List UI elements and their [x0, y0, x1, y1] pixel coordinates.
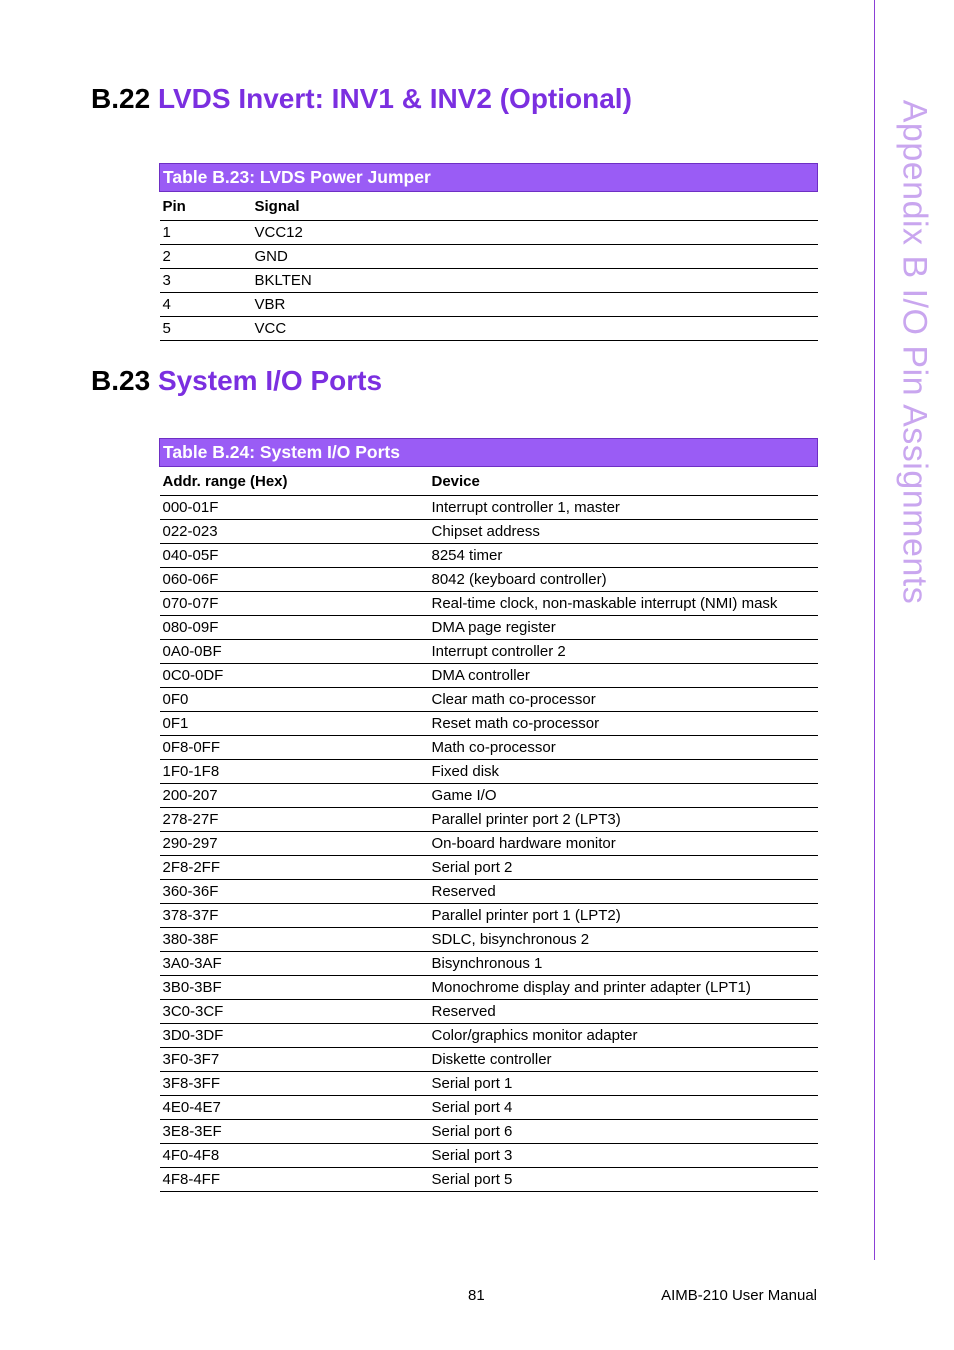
- table-row: [160, 496, 818, 520]
- table-row: [160, 688, 818, 712]
- table-cell: Parallel printer port 1 (LPT2): [429, 904, 818, 928]
- table-cell: 278-27F: [160, 808, 429, 832]
- table-cell: DMA controller: [429, 664, 818, 688]
- table-row: [160, 1024, 818, 1048]
- table-row: [160, 976, 818, 1000]
- table-cell: 360-36F: [160, 880, 429, 904]
- column-header-pin: Pin: [160, 192, 252, 221]
- table-cell: 0A0-0BF: [160, 640, 429, 664]
- table-row: [160, 736, 818, 760]
- table-cell: 8254 timer: [429, 544, 818, 568]
- table-cell: 3B0-3BF: [160, 976, 429, 1000]
- table-cell: VCC12: [252, 221, 818, 245]
- table-row: [160, 1096, 818, 1120]
- table-cell: 040-05F: [160, 544, 429, 568]
- table-row: [160, 568, 818, 592]
- section-number: B.22: [91, 83, 151, 114]
- table-cell: 000-01F: [160, 496, 429, 520]
- table-cell: VCC: [252, 317, 818, 341]
- table-cell: 200-207: [160, 784, 429, 808]
- table-row: [160, 760, 818, 784]
- table-row: [160, 832, 818, 856]
- table-row: [160, 928, 818, 952]
- table-row: [160, 520, 818, 544]
- table-cell: 2F8-2FF: [160, 856, 429, 880]
- table-cell: Interrupt controller 2: [429, 640, 818, 664]
- section-title: LVDS Invert: INV1 & INV2 (Optional): [157, 83, 632, 114]
- side-rule: [874, 0, 875, 1260]
- table-cell: VBR: [252, 293, 818, 317]
- table-cell: Monochrome display and printer adapter (LPT1): [429, 976, 818, 1000]
- column-header-signal: Signal: [252, 192, 818, 221]
- table-cell: 5: [160, 317, 252, 341]
- table-cell: 3F8-3FF: [160, 1072, 429, 1096]
- table-row: [160, 784, 818, 808]
- table-cell: 4: [160, 293, 252, 317]
- table-row: [160, 221, 818, 245]
- table-cell: Reset math co-processor: [429, 712, 818, 736]
- table-cell: Real-time clock, non-maskable interrupt (NMI) mask: [429, 592, 818, 616]
- table-cell: Color/graphics monitor adapter: [429, 1024, 818, 1048]
- section-number: B.23: [91, 365, 151, 396]
- table-row: [160, 293, 818, 317]
- table-cell: 080-09F: [160, 616, 429, 640]
- table-row: [160, 269, 818, 293]
- table-cell: 0C0-0DF: [160, 664, 429, 688]
- page-number: 81: [468, 1287, 485, 1304]
- table-row: [160, 592, 818, 616]
- table-cell: 3D0-3DF: [160, 1024, 429, 1048]
- table-cell: Serial port 4: [429, 1096, 818, 1120]
- table-cell: Parallel printer port 2 (LPT3): [429, 808, 818, 832]
- table-cell: 378-37F: [160, 904, 429, 928]
- table-cell: Serial port 5: [429, 1168, 818, 1192]
- table-cell: Serial port 2: [429, 856, 818, 880]
- table-cell: 070-07F: [160, 592, 429, 616]
- table-cell: 022-023: [160, 520, 429, 544]
- table-cell: Clear math co-processor: [429, 688, 818, 712]
- table-cell: Serial port 3: [429, 1144, 818, 1168]
- table-cell: 2: [160, 245, 252, 269]
- table-cell: Chipset address: [429, 520, 818, 544]
- table-cell: Reserved: [429, 1000, 818, 1024]
- table-cell: 3: [160, 269, 252, 293]
- table-row: [160, 616, 818, 640]
- table-cell: Diskette controller: [429, 1048, 818, 1072]
- section-heading-b22: [91, 83, 632, 115]
- table-cell: Game I/O: [429, 784, 818, 808]
- table-row: [160, 245, 818, 269]
- table-row: [160, 1072, 818, 1096]
- table-cell: Reserved: [429, 880, 818, 904]
- table-cell: 0F0: [160, 688, 429, 712]
- table-cell: On-board hardware monitor: [429, 832, 818, 856]
- table-cell: Math co-processor: [429, 736, 818, 760]
- table-caption: Table B.24: System I/O Ports: [160, 439, 818, 467]
- table-row: [160, 856, 818, 880]
- table-cell: Interrupt controller 1, master: [429, 496, 818, 520]
- table-cell: 0F8-0FF: [160, 736, 429, 760]
- table-row: [160, 1048, 818, 1072]
- table-cell: 290-297: [160, 832, 429, 856]
- appendix-side-title: Appendix B I/O Pin Assignments: [895, 99, 934, 605]
- table-row: [160, 1144, 818, 1168]
- table-cell: 3C0-3CF: [160, 1000, 429, 1024]
- table-cell: 8042 (keyboard controller): [429, 568, 818, 592]
- table-row: [160, 640, 818, 664]
- table-cell: 060-06F: [160, 568, 429, 592]
- table-row: [160, 904, 818, 928]
- table-cell: 4E0-4E7: [160, 1096, 429, 1120]
- table-row: [160, 544, 818, 568]
- table-row: [160, 712, 818, 736]
- section-title: System I/O Ports: [157, 365, 383, 396]
- table-cell: 3F0-3F7: [160, 1048, 429, 1072]
- table-cell: BKLTEN: [252, 269, 818, 293]
- table-cell: 0F1: [160, 712, 429, 736]
- table-cell: Fixed disk: [429, 760, 818, 784]
- table-cell: SDLC, bisynchronous 2: [429, 928, 818, 952]
- table-cell: 4F0-4F8: [160, 1144, 429, 1168]
- table-body: [160, 496, 818, 1192]
- table-cell: 1F0-1F8: [160, 760, 429, 784]
- table-body: [160, 221, 818, 341]
- table-row: [160, 664, 818, 688]
- column-header-addr-range: Addr. range (Hex): [160, 467, 429, 496]
- system-io-ports-table: [159, 438, 818, 1192]
- lvds-power-jumper-table: [159, 163, 818, 341]
- column-header-device: Device: [429, 467, 818, 496]
- table-cell: Serial port 1: [429, 1072, 818, 1096]
- table-cell: Bisynchronous 1: [429, 952, 818, 976]
- table-cell: 3A0-3AF: [160, 952, 429, 976]
- table-row: [160, 1000, 818, 1024]
- table-cell: GND: [252, 245, 818, 269]
- table-row: [160, 1168, 818, 1192]
- manual-name: AIMB-210 User Manual: [661, 1287, 817, 1304]
- table-row: [160, 317, 818, 341]
- table-cell: 1: [160, 221, 252, 245]
- table-caption: Table B.23: LVDS Power Jumper: [160, 164, 818, 192]
- section-heading-b23: [91, 365, 382, 397]
- table-row: [160, 808, 818, 832]
- table-cell: 380-38F: [160, 928, 429, 952]
- table-cell: 3E8-3EF: [160, 1120, 429, 1144]
- table-cell: DMA page register: [429, 616, 818, 640]
- table-row: [160, 952, 818, 976]
- table-cell: 4F8-4FF: [160, 1168, 429, 1192]
- table-cell: Serial port 6: [429, 1120, 818, 1144]
- table-row: [160, 1120, 818, 1144]
- table-row: [160, 880, 818, 904]
